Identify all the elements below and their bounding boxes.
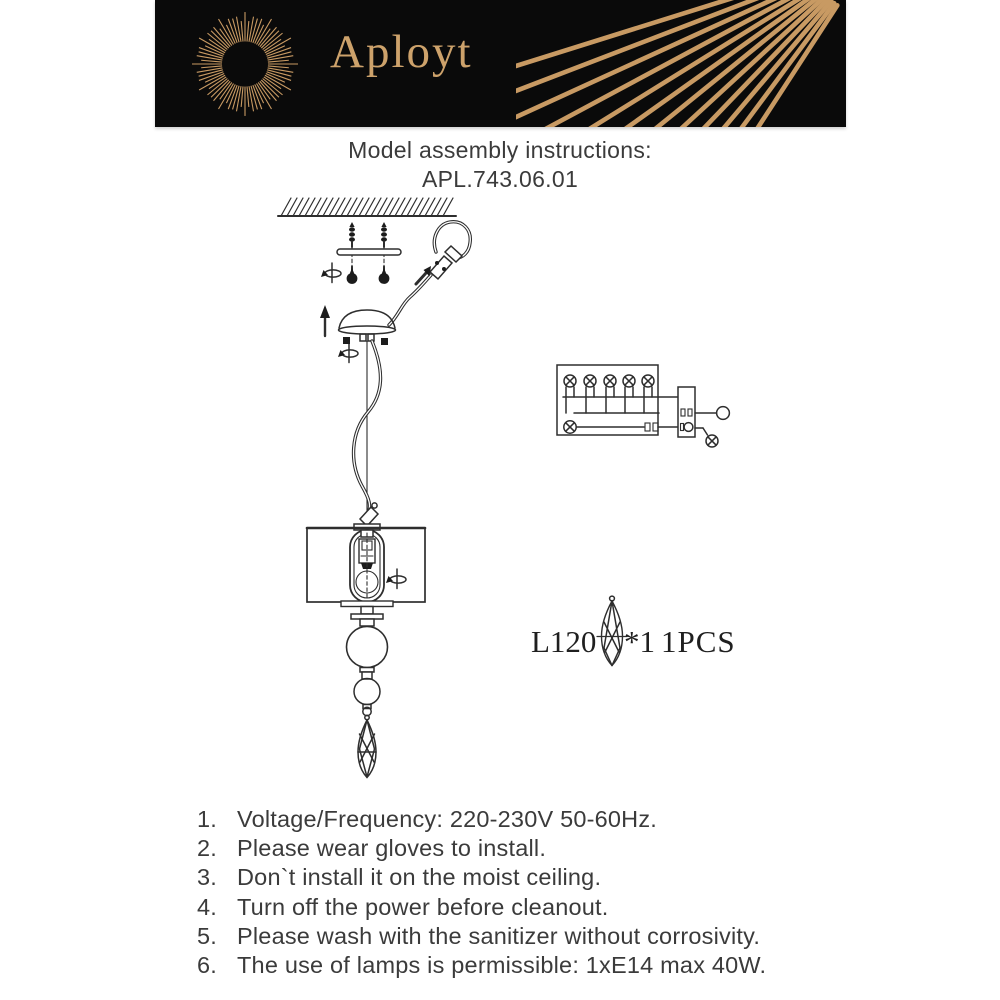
rotate-icon — [386, 569, 406, 589]
item-number: 4. — [197, 893, 217, 920]
list-item — [197, 952, 877, 981]
item-text: Don`t install it on the moist ceiling. — [237, 864, 602, 891]
item-text: Please wear gloves to install. — [237, 835, 547, 862]
mounting-bar — [337, 249, 401, 255]
lock-screw-icon — [381, 338, 388, 345]
wiring-diagram — [557, 365, 729, 447]
lock-screw-icon — [343, 337, 350, 344]
screw-icon — [379, 267, 390, 284]
page-title: Model assembly instructions: — [348, 137, 652, 163]
item-text: The use of lamps is permissible: 1xE14 max 40W. — [237, 951, 767, 978]
list-item — [197, 894, 877, 923]
glass-sphere-large — [347, 627, 388, 668]
crystal-drop-icon — [597, 596, 627, 665]
list-item — [197, 923, 877, 952]
instruction-list — [197, 806, 877, 981]
crystal-pieces-label: 1PCS — [661, 624, 736, 659]
item-text: Voltage/Frequency: 220-230V 50-60Hz. — [237, 806, 658, 832]
rotate-icon — [338, 343, 358, 363]
item-number: 2. — [197, 835, 217, 862]
glass-sphere-small — [354, 679, 380, 705]
item-text: Please wash with the sanitizer without corrosivity. — [237, 922, 761, 949]
up-arrow-icon — [320, 305, 330, 336]
screw-icon — [347, 267, 358, 284]
model-number: APL.743.06.01 — [421, 166, 579, 192]
item-number: 3. — [197, 864, 217, 891]
finial-stack — [341, 601, 393, 778]
brand-name: Aployt — [330, 26, 473, 78]
crystal-quantity-label: *1 — [624, 624, 655, 659]
item-number: 6. — [197, 951, 217, 978]
crystal-length-label: L120 — [531, 624, 597, 659]
anchor-bolts — [337, 222, 401, 284]
item-text: Turn off the power before cleanout. — [237, 893, 609, 920]
junction-circle — [717, 407, 730, 420]
rotate-icon — [321, 263, 341, 283]
item-number: 1. — [197, 806, 217, 832]
crystal-drop — [358, 715, 376, 777]
list-item — [197, 806, 877, 835]
cord-connector — [389, 222, 470, 325]
ceiling-hatch — [278, 198, 456, 216]
canopy — [339, 310, 396, 345]
list-item — [197, 835, 877, 864]
list-item — [197, 864, 877, 893]
item-number: 5. — [197, 922, 217, 949]
